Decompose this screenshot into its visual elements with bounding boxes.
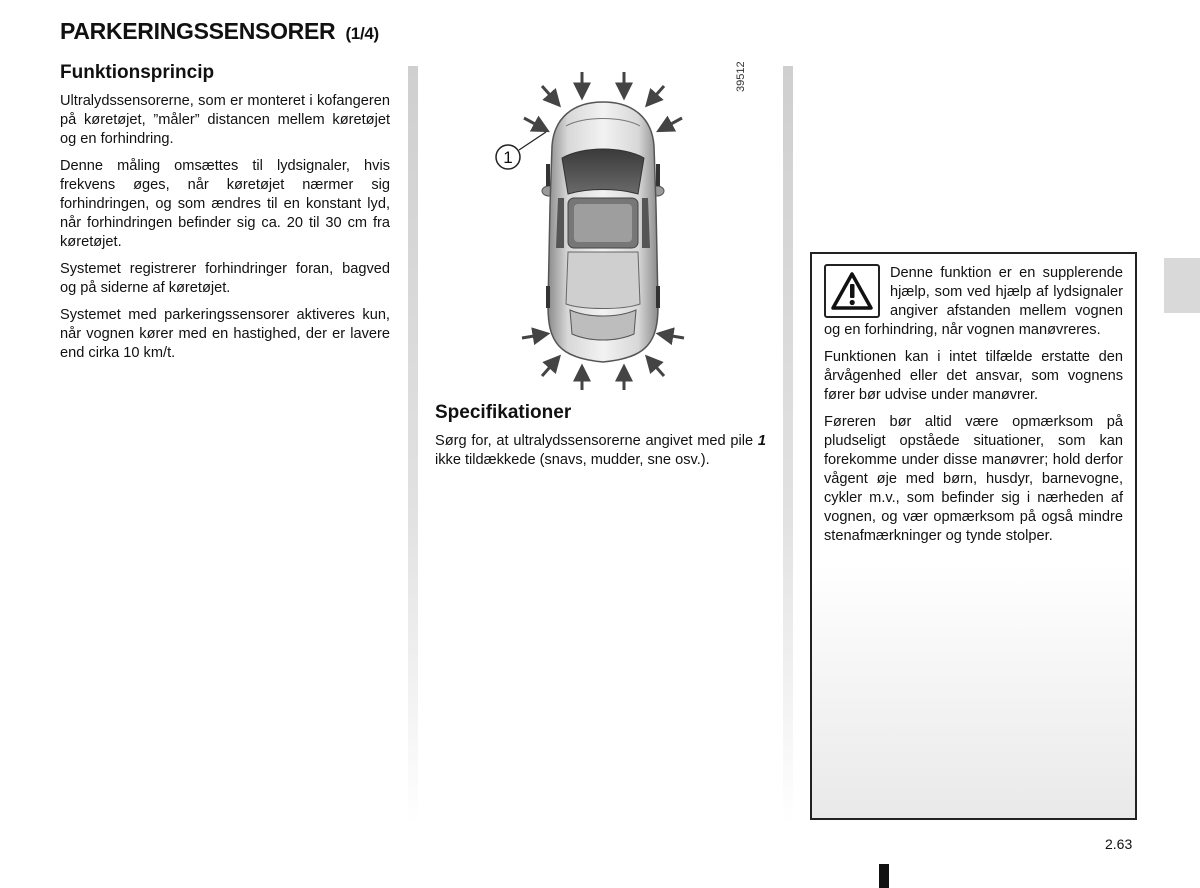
page-title xyxy=(60,18,379,45)
paragraph: Ultralydssensorerne, som er monteret i kofangeren på køretøjet, ”måler” distancen mellem køretøjet og en forhindring. xyxy=(60,93,390,147)
page-part-indicator: (1/4) xyxy=(345,24,379,43)
callout-number: 1 xyxy=(503,148,513,167)
warning-box xyxy=(810,252,1137,820)
paragraph: Systemet med parkeringssensorer aktiveres kun, når vognen kører med en hastighed, der er lavere end cirka 10 km/t. xyxy=(60,307,390,361)
page-number: 2.63 xyxy=(1105,836,1133,852)
paragraph: Denne måling omsættes til lydsignaler, hvis frekvens øges, når køretøjet nærmer sig forhindringen, og som ændres til en konstant lyd, når forhindringen befinder sig ca. 20 til 30 cm fra køretøjet. xyxy=(60,158,390,250)
warning-triangle-icon xyxy=(824,264,880,318)
warning-paragraph: Denne funktion er en supplerende hjælp, som ved hjælp af lydsignaler angiver afstanden mellem vognen og en forhindring, når vognen manøvreres. xyxy=(824,265,1123,338)
chapter-tab xyxy=(1164,258,1200,313)
column-divider-right xyxy=(783,66,793,826)
column-divider-left xyxy=(408,66,418,826)
spec-text-after: ikke tildækkede (snavs, mudder, sne osv.). xyxy=(435,452,710,468)
section-funktionsprincip xyxy=(60,62,390,371)
car-sensor-illustration xyxy=(488,66,758,396)
section-heading-funktionsprincip: Funktionsprincip xyxy=(60,62,215,83)
specifications-paragraph xyxy=(435,432,766,470)
figure-code: 39512 xyxy=(735,61,747,92)
section-heading-specifikationer: Specifikationer xyxy=(435,402,572,423)
warning-paragraph: Føreren bør altid være opmærksom på pludseligt opståede situationer, som kan forekomme under disse manøvrer; hold derfor vågent øje med børn, husdyr, barnevogne, cykler m.v., som befinder sig i nærheden af vognen, og vær opmærksom på også mindre stenafmærkninger og tynde stolper. xyxy=(824,414,1123,544)
spec-text-before: Sørg for, at ultralydssensorerne angivet med pile xyxy=(435,433,758,449)
spec-reference-number: 1 xyxy=(757,433,766,449)
paragraph: Systemet registrerer forhindringer foran, bagved og på siderne af køretøjet. xyxy=(60,261,390,296)
car-top-view-icon xyxy=(488,66,758,396)
page-title-text: PARKERINGSSENSORER xyxy=(60,18,336,44)
section-specifikationer xyxy=(435,402,766,478)
print-mark xyxy=(879,864,889,888)
warning-paragraph: Funktionen kan i intet tilfælde erstatte den årvågenhed eller det ansvar, som vognens fører bør udvise under manøvrer. xyxy=(824,349,1123,403)
